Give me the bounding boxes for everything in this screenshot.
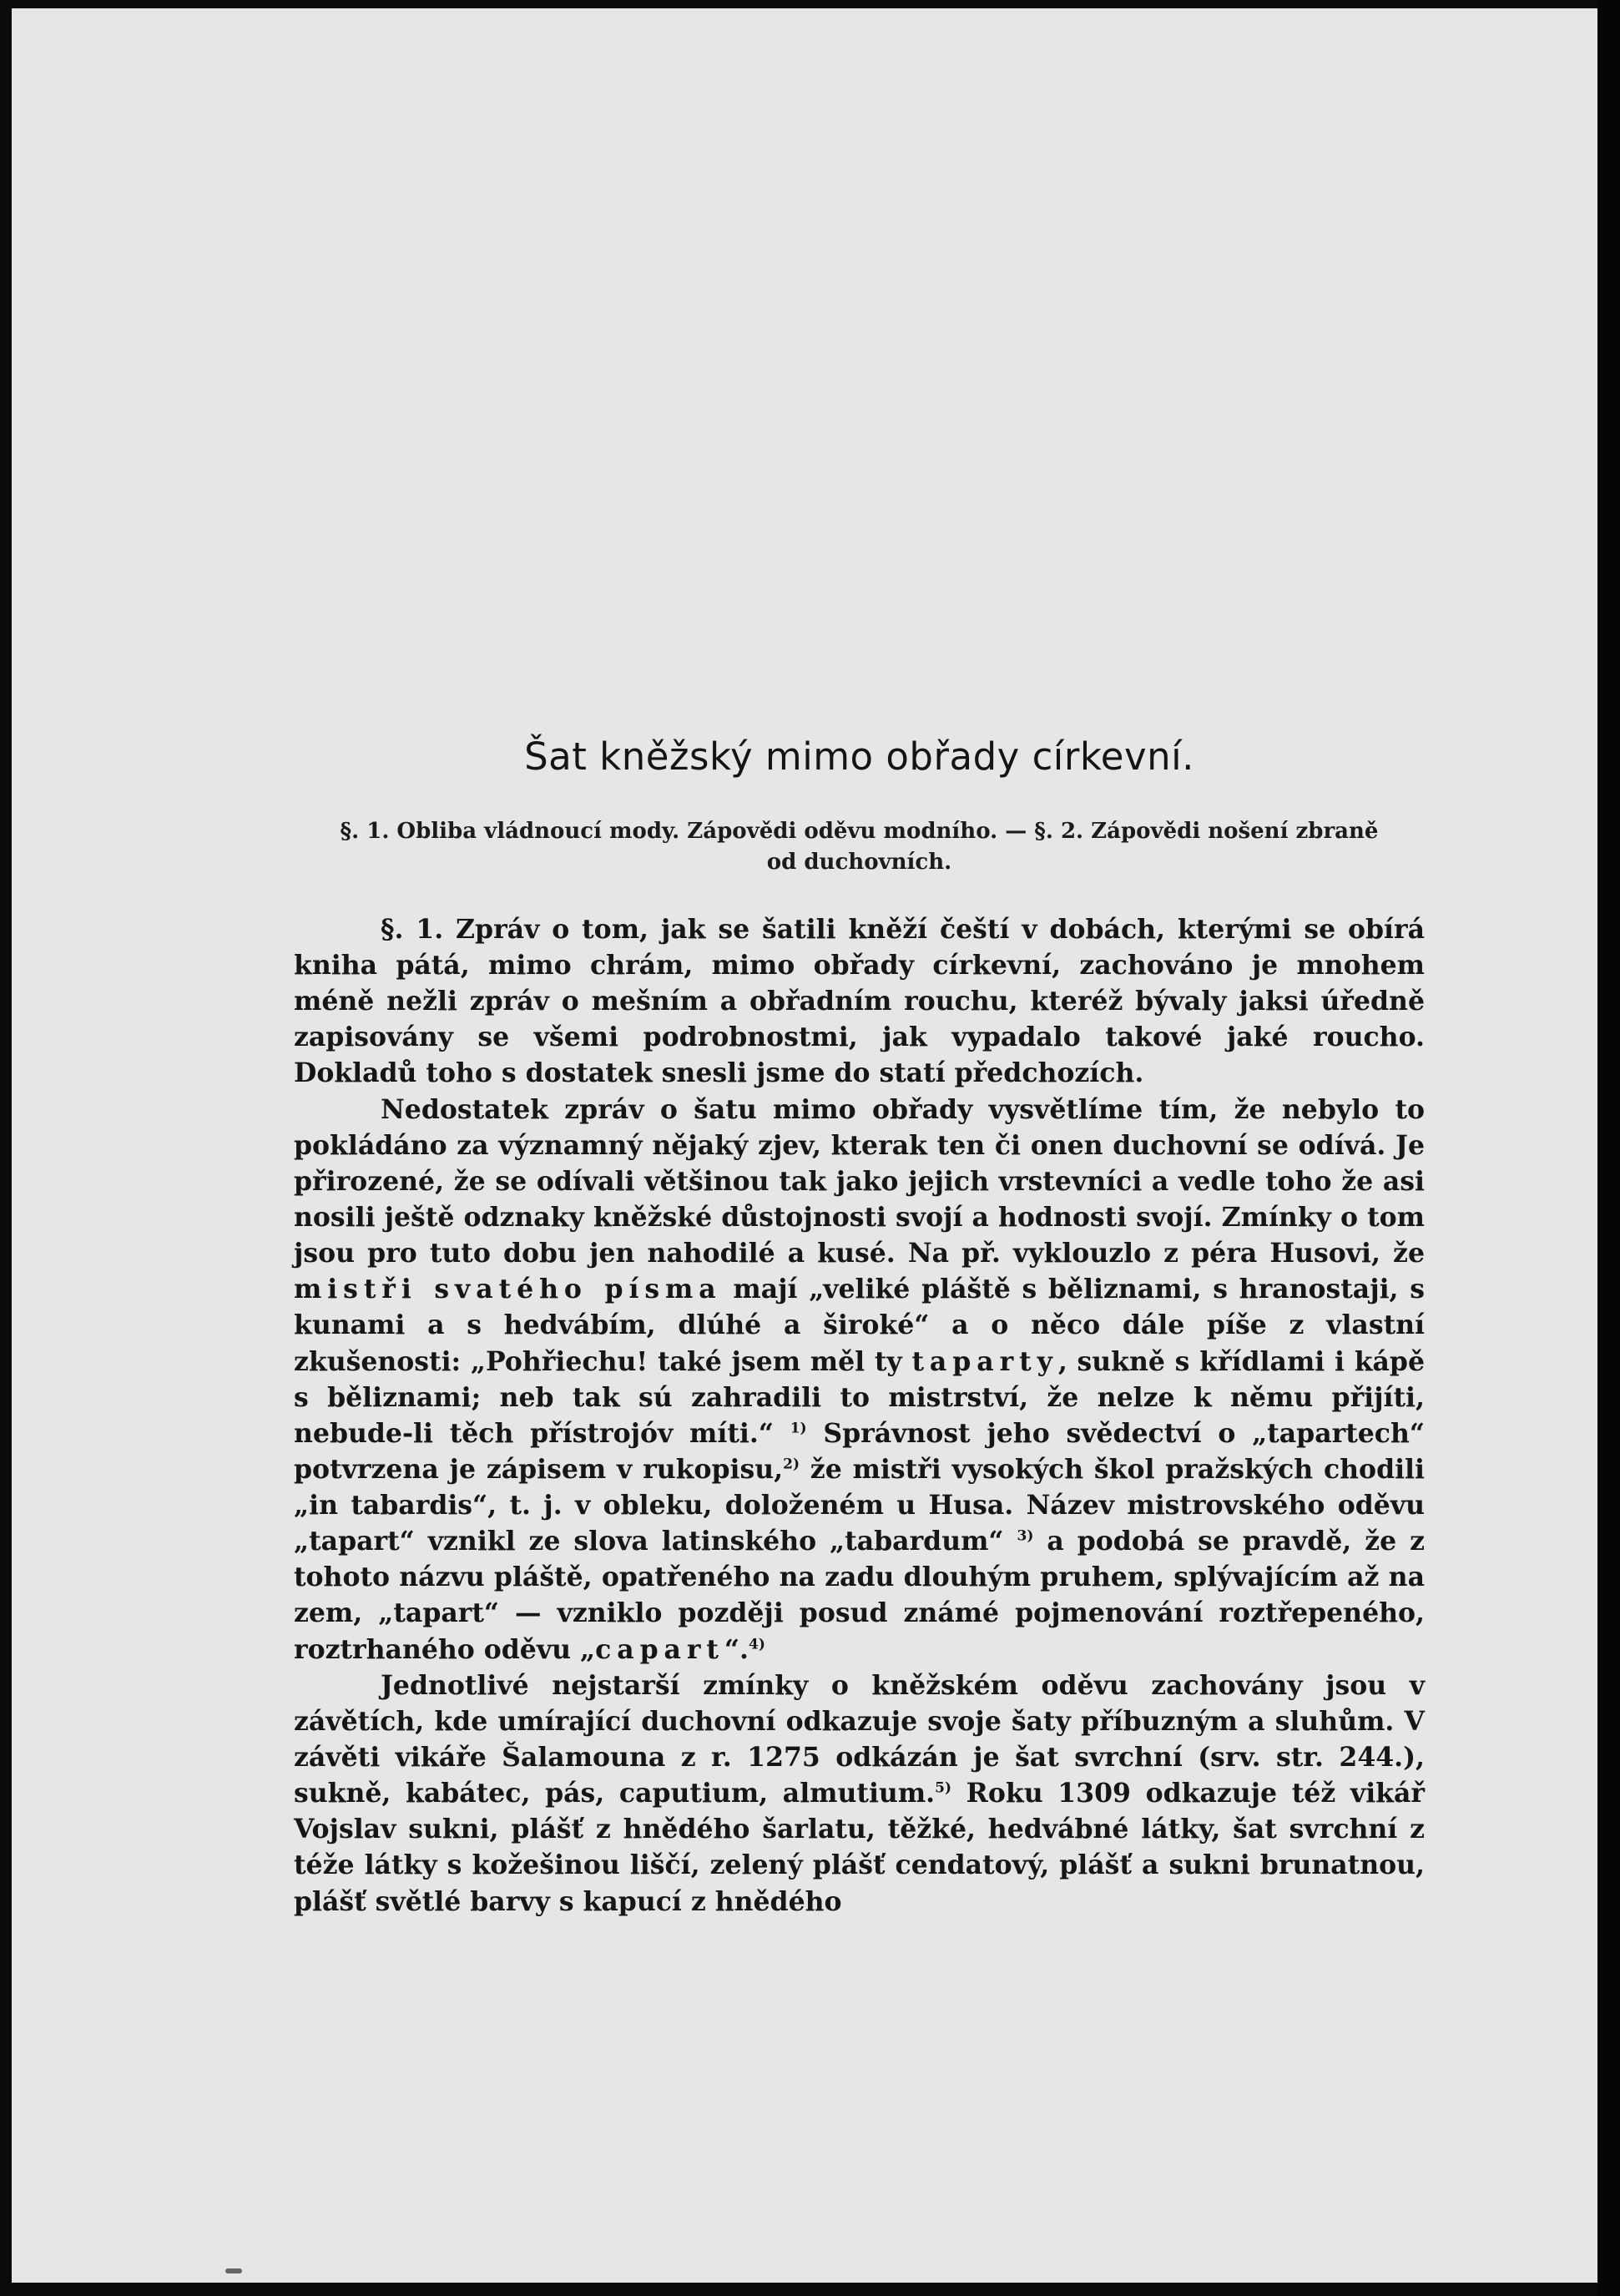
chapter-title: Šat kněžský mimo obřady církevní. xyxy=(524,734,1194,779)
spaced-emphasis: capart xyxy=(595,1633,724,1665)
paragraph-text: “. xyxy=(724,1633,749,1665)
paragraph-text: Správnost jeho svědectví o „tapartech“ potvrzena je zápisem v rukopisu, xyxy=(294,1417,1425,1485)
footnote-marker: 1) xyxy=(790,1420,807,1437)
paragraph-text: že mistři vysokých škol pražských chodili „in tabardis“, t. j. v obleku, doloženém u Husa. Název mistrovského oděvu „tapart“ vznikl ze slova latinského „tabardum“ xyxy=(294,1453,1425,1557)
body-paragraph xyxy=(294,1092,1425,1668)
paragraph-text: Roku 1309 odkazuje též vikář Vojslav sukni, plášť z hnědého šarlatu, těžké, hedvábné látky, šat svrchní z téže látky s kožešinou liščí, zelený plášť cendatový, plášť a sukni brunatnou, plášť světlé barvy s kapucí z hnědého xyxy=(294,1778,1425,1917)
paragraph-text: Jednotlivé nejstarší zmínky o kněžském oděvu zachovány jsou v závětích, kde umírající duchovní odkazuje svoje šaty příbuzným a sluhům. V závěti vikáře Šalamouna z r. 1275 odkázán je šat svrchní (srv. str. 244.), sukně, kabátec, pás, caputium, almutium. xyxy=(294,1669,1425,1809)
paragraph-text: , sukně s křídlami i kápě s běliznami; neb tak sú zahradili to mistrství, že nelze k němu přijíti, nebude-li těch přístrojóv míti.“ xyxy=(294,1345,1425,1449)
footnote-marker: 5) xyxy=(935,1779,952,1797)
spaced-emphasis: taparty xyxy=(911,1345,1058,1377)
footnote-marker: 4) xyxy=(749,1636,765,1653)
footnote-marker: 2) xyxy=(783,1456,800,1473)
scan-border xyxy=(1597,0,1620,2296)
paragraph-text: §. 1. Zpráv o tom, jak se šatili kněží čeští v dobách, kterými se obírá kniha pátá, mimo chrám, mimo obřady církevní, zachováno je mnohem méně nežli zpráv o mešním a obřadním rouchu, kteréž bývaly jaksi úředně zapisovány se všemi podrobnostmi, jak vypadalo takové jaké roucho. Dokladů toho s dostatek snesli jsme do statí předchozích. xyxy=(294,913,1425,1089)
body-paragraph xyxy=(294,911,1425,1092)
paragraph-text: Nedostatek zpráv o šatu mimo obřady vysvětlíme tím, že nebylo to pokládáno za významný nějaký zjev, kterak ten či onen duchovní se odívá. Je přirozené, že se odívali většinou tak jako jejich vrstevníci a vedle toho že asi nosili ještě odznaky kněžské důstojnosti svojí a hodnosti svojí. Zmínky o tom jsou pro tuto dobu jen nahodilé a kusé. Na př. vyklouzlo z péra Husovi, že xyxy=(294,1093,1425,1269)
footnote-marker: 3) xyxy=(1017,1527,1034,1545)
scan-speck xyxy=(225,2268,242,2273)
body-paragraph xyxy=(294,1668,1425,1920)
paragraph-text: mají „veliké pláště s běliznami, s hranostaji, s kunami a s hedvábím, dlúhé a široké“ a o něco dále píše z vlastní zkušenosti: „Pohřiechu! také jsem měl ty xyxy=(294,1274,1425,1377)
text-block xyxy=(294,734,1425,1920)
body-text xyxy=(294,911,1425,1920)
paragraph-text: a podobá se pravdě, že z tohoto názvu pláště, opatřeného na zadu dlouhým pruhem, splývajícím až na zem, „tapart“ — vzniklo později posud známé pojmenování roztřepeného, roztrhaného oděvu „ xyxy=(294,1526,1425,1665)
spaced-emphasis: mistři svatého písma xyxy=(294,1274,722,1305)
chapter-summary: §. 1. Obliba vládnoucí mody. Zápovědi oděvu modního. — §. 2. Zápovědi nošení zbraně od duchovních. xyxy=(340,819,1379,875)
